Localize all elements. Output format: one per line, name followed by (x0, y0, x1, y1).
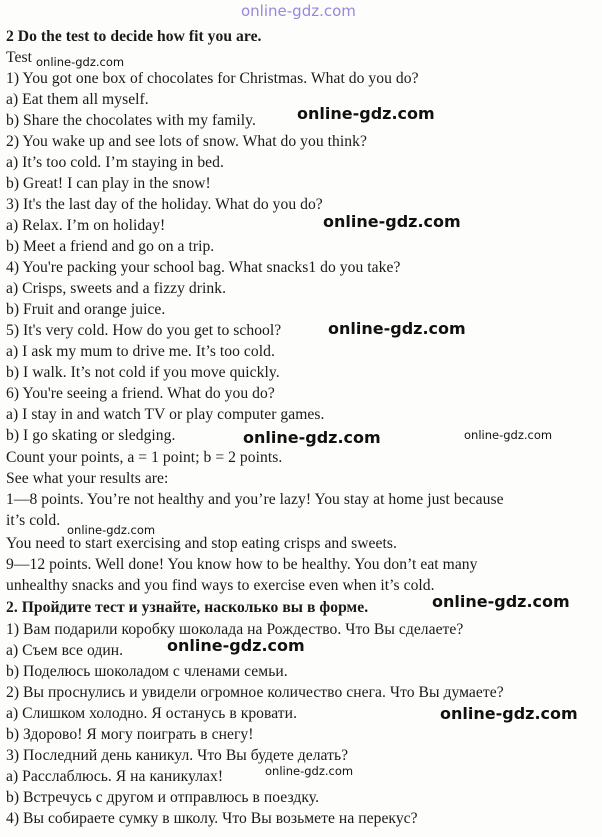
answer-6a: a) I stay in and watch TV or play computer games. (6, 406, 325, 423)
question-3: 3) It's the last day of the holiday. What do you do? (6, 196, 323, 213)
answer-5b: b) I walk. It’s not cold if you move quickly. (6, 364, 280, 381)
ru-answer-1a: а) Съем все один. (6, 642, 124, 659)
ru-question-2: 2) Вы проснулись и увидели огромное количество снега. Что Вы думаете? (6, 684, 504, 701)
watermark-top: online-gdz.com (241, 2, 356, 20)
watermark: online-gdz.com (432, 592, 570, 611)
watermark: online-gdz.com (323, 212, 461, 231)
question-5: 5) It's very cold. How do you get to school? (6, 322, 282, 339)
result-2-line-2: unhealthy snacks and you find ways to exercise even when it’s cold. (6, 577, 435, 594)
answer-2a: a) It’s too cold. I’m staying in bed. (6, 154, 224, 171)
question-6: 6) You're seeing a friend. What do you do? (6, 385, 275, 402)
ru-answer-3b: b) Встречусь с другом и отправлюсь в поездку. (6, 789, 320, 806)
question-1: 1) You got one box of chocolates for Christmas. What do you do? (6, 70, 419, 87)
ru-question-4: 4) Вы собираете сумку в школу. Что Вы возьмете на перекус? (6, 810, 418, 827)
answer-3a: a) Relax. I’m on holiday! (6, 217, 166, 234)
answer-1b: b) Share the chocolates with my family. (6, 112, 256, 129)
results-intro: See what your results are: (6, 470, 169, 487)
scoring-rule: Count your points, a = 1 point; b = 2 points. (6, 449, 283, 466)
answer-4a: a) Crisps, sweets and a fizzy drink. (6, 280, 227, 297)
ru-answer-2b: b) Здорово! Я могу поиграть в снегу! (6, 726, 254, 743)
watermark: online-gdz.com (36, 55, 125, 69)
answer-3b: b) Meet a friend and go on a trip. (6, 238, 215, 255)
watermark: online-gdz.com (297, 104, 435, 123)
watermark: online-gdz.com (265, 764, 354, 778)
watermark: online-gdz.com (464, 428, 553, 442)
answer-4b: b) Fruit and orange juice. (6, 301, 166, 318)
watermark: online-gdz.com (243, 428, 381, 447)
exercise-heading-russian: 2. Пройдите тест и узнайте, насколько вы в форме. (6, 599, 369, 616)
answer-1a: a) Eat them all myself. (6, 91, 149, 108)
ru-answer-3a: а) Расслаблюсь. Я на каникулах! (6, 768, 224, 785)
answer-2b: b) Great! I can play in the snow! (6, 175, 211, 192)
result-2-line-1: 9—12 points. Well done! You know how to be healthy. You don’t eat many (6, 556, 478, 573)
ru-question-3: 3) Последний день каникул. Что Вы будете делать? (6, 747, 349, 764)
result-1-line-3: You need to start exercising and stop eating crisps and sweets. (6, 535, 397, 552)
watermark: online-gdz.com (328, 319, 466, 338)
question-2: 2) You wake up and see lots of snow. What do you think? (6, 133, 367, 150)
watermark: online-gdz.com (167, 636, 305, 655)
ru-answer-2a: а) Слишком холодно. Я останусь в кровати. (6, 705, 298, 722)
answer-5a: a) I ask my mum to drive me. It’s too cold. (6, 343, 275, 360)
result-1-line-2: it’s cold. (6, 512, 61, 529)
ru-question-1: 1) Вам подарили коробку шоколада на Рождество. Что Вы сделаете? (6, 621, 464, 638)
result-1-line-1: 1—8 points. You’re not healthy and you’re lazy! You stay at home just because (6, 491, 504, 508)
exercise-heading-english: 2 Do the test to decide how fit you are. (6, 28, 262, 45)
test-label: Test (6, 49, 32, 66)
watermark: online-gdz.com (67, 523, 156, 537)
watermark: online-gdz.com (440, 704, 578, 723)
answer-6b: b) I go skating or sledging. (6, 427, 176, 444)
question-4: 4) You're packing your school bag. What snacks1 do you take? (6, 259, 401, 276)
ru-answer-1b: b) Поделюсь шоколадом с членами семьи. (6, 663, 288, 680)
